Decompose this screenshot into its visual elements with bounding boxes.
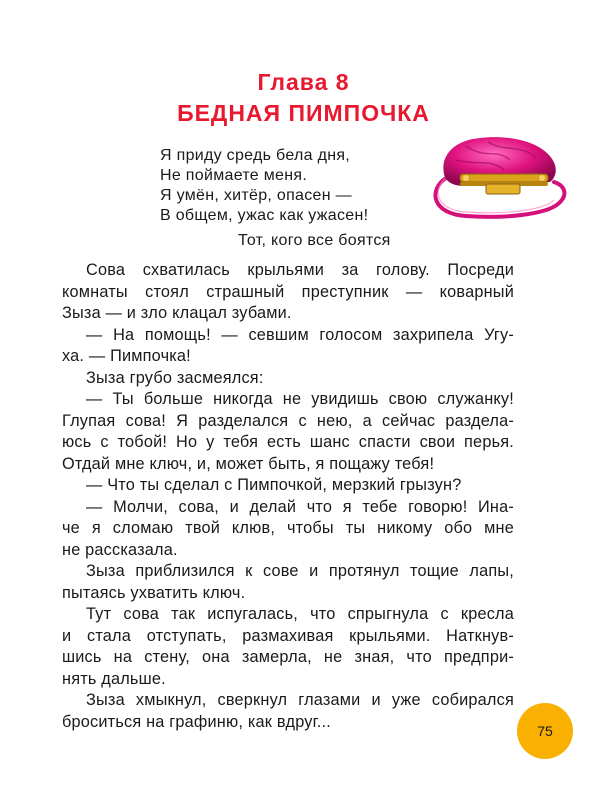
- text-line: и стала отступать, размахивая крыльями. Наткнув-: [62, 626, 514, 645]
- paragraph: [62, 260, 514, 325]
- epigraph-attribution: Тот, кого все боятся: [238, 232, 391, 249]
- paragraph: [62, 497, 514, 562]
- text-line: комнаты стоял страшный преступник — коварный: [62, 282, 514, 301]
- chapter-title: БЕДНАЯ ПИМПОЧКА: [177, 100, 430, 126]
- epigraph-line: В общем, ужас как ужасен!: [160, 207, 369, 224]
- chapter-number: Глава 8: [257, 69, 350, 95]
- paragraph: [62, 604, 514, 690]
- text-line: шись на стену, она замерла, не зная, что предпри-: [62, 648, 514, 666]
- epigraph-line: Я приду средь бела дня,: [160, 147, 351, 164]
- paragraph: [62, 475, 514, 497]
- epigraph-line: Я умён, хитёр, опасен —: [160, 187, 352, 204]
- page-number-badge: [517, 703, 573, 759]
- text-line: — Молчи, сова, и делай что я тебе говорю! Ина-: [86, 497, 514, 516]
- text-line: Зыза приблизился к сове и протянул тощие лапы,: [86, 562, 514, 580]
- text-line: Сова схватилась крыльями за голову. Посреди: [86, 261, 514, 279]
- text-line: — На помощь! — севшим голосом захрипела Угу-: [86, 325, 514, 344]
- text-line: юсь с тобой! Но у тебя есть шанс спасти свои перья.: [62, 433, 514, 451]
- paragraph: [62, 389, 514, 475]
- paragraph: [62, 368, 514, 390]
- text-line: Зыза — и зло клацал зубами.: [62, 304, 292, 322]
- text-line: пытаясь ухватить ключ.: [62, 583, 246, 602]
- text-line: броситься на графиню, как вдруг...: [62, 712, 331, 731]
- text-line: — Ты больше никогда не увидишь свою служанку!: [86, 390, 514, 408]
- text-line: Отдай мне ключ, и, может быть, я пощажу тебя!: [62, 454, 435, 473]
- epigraph: [160, 146, 368, 226]
- text-line: нять дальше.: [62, 669, 166, 688]
- page-number: 75: [537, 723, 553, 739]
- text-line: ха. — Пимпочка!: [62, 347, 191, 365]
- text-line: не рассказала.: [62, 540, 178, 559]
- story-text: [62, 260, 514, 733]
- text-line: Глупая сова! Я разделался с нею, а сейчас раздела-: [62, 411, 514, 430]
- paragraph: [62, 325, 514, 368]
- text-line: — Что ты сделал с Пимпочкой, мерзкий грызун?: [86, 476, 462, 494]
- paragraph: [62, 561, 514, 604]
- paragraph: [62, 690, 514, 733]
- epigraph-line: Не поймаете меня.: [160, 167, 308, 184]
- text-line: Зыза хмыкнул, сверкнул глазами и уже собирался: [86, 691, 514, 709]
- purse-icon: [426, 130, 574, 222]
- text-line: Тут сова так испугалась, что спрыгнула с кресла: [86, 605, 514, 623]
- text-line: Зыза грубо засмеялся:: [86, 368, 264, 387]
- text-line: че я сломаю твой клюв, чтобы ты никому обо мне: [62, 519, 514, 537]
